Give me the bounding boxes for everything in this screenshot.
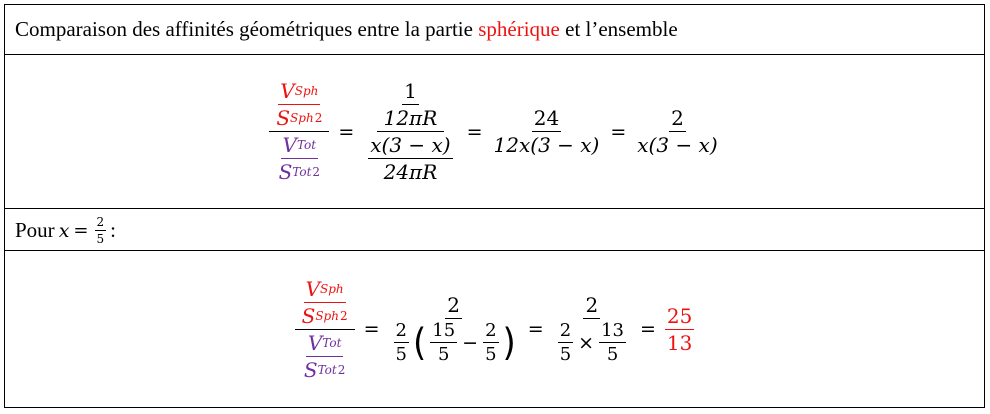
equals-sign: =: [610, 120, 627, 143]
condition-text: Pour x = $\frac{2}{5}$ :: [15, 215, 116, 246]
general-formula-row: [5, 55, 984, 209]
equals-sign: =: [338, 120, 355, 143]
total-ratio: V Tot S Tot 2: [278, 133, 321, 184]
title-text-start: Comparaison des affinités géométriques entre la partie: [15, 17, 479, 41]
result-fraction: $\frac{25}{13}$: [666, 303, 693, 355]
fraction-24: $\frac{24}{12x(3 - x)}$: [493, 106, 600, 157]
compound-fraction: $\frac{\frac{1}{12\pi R}}{\frac{x(3 - x)}{24\pi R}}$: [370, 79, 451, 184]
ratio-fraction: [269, 79, 329, 184]
title-row: [5, 5, 984, 55]
table-title: [15, 17, 678, 42]
numeric-formula-row: [5, 251, 984, 407]
ratio-fraction: V Sph S Sph 2 V Tot S Tot 2: [295, 277, 355, 382]
sphere-ratio: V Sph S Sph 2: [276, 79, 323, 130]
substituted-fraction: 2 $\frac{2}{5}$ ( $\frac{15}{5}$ − $\frac{2}{5}$ ): [395, 293, 516, 365]
comparison-table: [4, 4, 985, 408]
condition-row: [5, 209, 984, 251]
product-fraction: 2 $\frac{2}{5}$ × $\frac{13}{5}$: [559, 293, 624, 365]
equals-sign: =: [466, 120, 483, 143]
general-ratio-equation: [5, 55, 984, 208]
fraction-simplified: $\frac{2}{x(3 - x)}$: [637, 106, 718, 157]
title-text-end: et l’ensemble: [559, 17, 678, 41]
title-highlight: sphérique: [478, 17, 560, 41]
numeric-ratio-equation: V Sph S Sph 2 V Tot S Tot 2 = 2 $\frac{2}{5}$ ( $\frac{15}{5}$ − $\frac{2}{5}$ ) = 2 $\frac{2}{5}$ × $\frac{13}{5}$ = $\frac{25}{13}$: [5, 251, 984, 407]
